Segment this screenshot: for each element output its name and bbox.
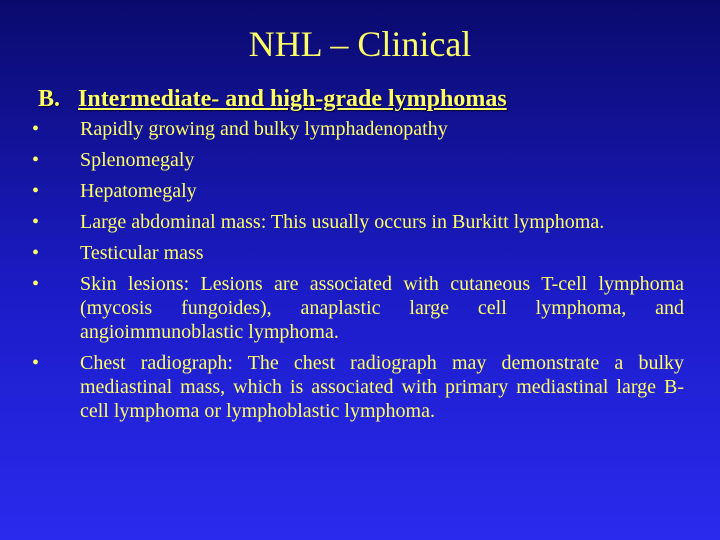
bullet-icon: • (32, 273, 40, 295)
bullet-item (28, 210, 684, 234)
bullet-text: Chest radiograph: The chest radiograph may demonstrate a bulky mediastinal mass, which is associated with primary mediastinal large B-cell lymphoma or lymphoblastic lymphoma. (80, 352, 684, 422)
bullet-icon: • (32, 352, 40, 374)
bullet-text: Testicular mass (80, 242, 204, 264)
bullet-item (28, 272, 684, 344)
bullet-text: Skin lesions: Lesions are associated with cutaneous T-cell lymphoma (mycosis fungoides), anaplastic large cell lymphoma, and angioimmunoblastic lymphoma. (80, 273, 684, 343)
bullet-icon: • (32, 242, 40, 264)
bullet-text: Rapidly growing and bulky lymphadenopathy (80, 118, 448, 140)
bullet-list (28, 117, 684, 430)
bullet-item (28, 179, 684, 203)
bullet-icon: • (32, 149, 40, 171)
bullet-text: Hepatomegaly (80, 180, 197, 202)
bullet-icon: • (32, 211, 40, 233)
section-header (38, 84, 507, 114)
section-letter: B. (38, 86, 61, 112)
slide-title: NHL – Clinical (248, 24, 472, 64)
bullet-text: Large abdominal mass: This usually occurs in Burkitt lymphoma. (80, 211, 605, 233)
bullet-text: Splenomegaly (80, 149, 195, 171)
bullet-item (28, 117, 684, 141)
bullet-icon: • (32, 180, 40, 202)
bullet-item (28, 351, 684, 423)
section-heading: Intermediate- and high-grade lymphomas (78, 86, 507, 112)
bullet-item (28, 241, 684, 265)
bullet-item (28, 148, 684, 172)
bullet-icon: • (32, 118, 40, 140)
